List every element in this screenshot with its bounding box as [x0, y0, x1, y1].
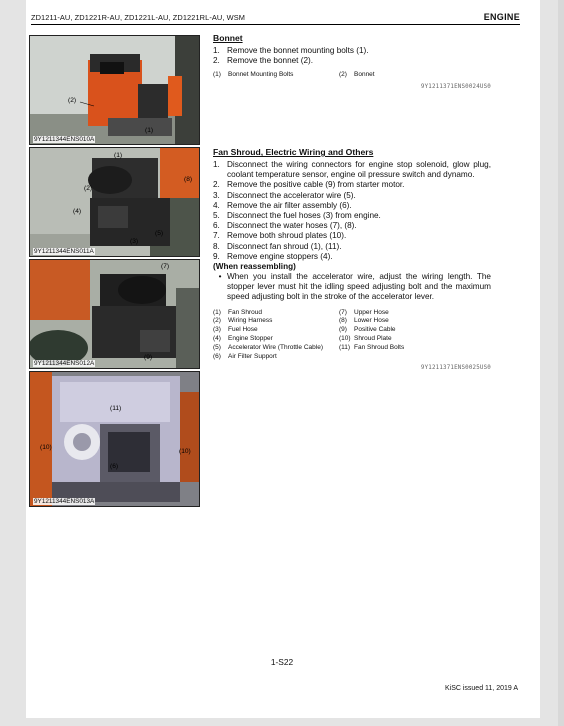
- step: 8. Disconnect fan shroud (1), (11).: [213, 241, 342, 251]
- photo-fan-shroud-drawing: [30, 372, 199, 506]
- photo-caption: 9Y1211344ENS012A: [34, 360, 95, 367]
- header-section: ENGINE: [483, 12, 520, 22]
- fan-legend: [213, 309, 491, 362]
- photo-engine-side: [29, 259, 200, 369]
- callout-5: (5): [155, 230, 164, 237]
- legend-item: (3) Fuel Hose: [213, 326, 258, 334]
- callout-10-left: (10): [40, 444, 52, 451]
- reassembling-heading: (When reassembling): [213, 262, 296, 272]
- photo-caption: 9Y1211344ENS010A: [34, 136, 95, 143]
- legend-item: (2) Bonnet: [339, 71, 375, 79]
- callout-4: (4): [73, 208, 82, 215]
- legend-item: (2) Wiring Harness: [213, 317, 273, 325]
- legend-item: (5) Accelerator Wire (Throttle Cable): [213, 343, 323, 351]
- photo-caption: 9Y1211344ENS011A: [34, 248, 94, 255]
- legend-item: (10) Shroud Plate: [339, 335, 392, 343]
- step: 2. Remove the positive cable (9) from starter motor.: [213, 180, 405, 190]
- step: 4. Remove the air filter assembly (6).: [213, 200, 352, 210]
- legend-item: (1) Bonnet Mounting Bolts: [213, 71, 294, 79]
- issue-note: KiSC issued 11, 2019 A: [444, 685, 518, 692]
- step: 1. Remove the bonnet mounting bolts (1).: [213, 46, 369, 55]
- section-fan-shroud: [213, 147, 491, 371]
- legend-item: (11) Fan Shroud Bolts: [339, 343, 405, 351]
- section-title: Bonnet: [213, 33, 243, 43]
- photo-bonnet-drawing: [30, 36, 199, 144]
- step: 9. Remove engine stoppers (4).: [213, 251, 333, 261]
- legend-item: (8) Lower Hose: [339, 317, 389, 325]
- legend-item: (6) Air Filter Support: [213, 352, 277, 360]
- legend-item: (9) Positive Cable: [339, 326, 396, 334]
- callout-10-right: (10): [179, 448, 191, 455]
- legend-item: (7) Upper Hose: [339, 308, 389, 316]
- photo-engine-top-drawing: [30, 148, 199, 256]
- legend-item: (4) Engine Stopper: [213, 335, 273, 343]
- doc-code: 9Y1211371ENS0024US0: [420, 84, 491, 91]
- callout-7: (7): [161, 263, 170, 270]
- scrollbar[interactable]: [558, 0, 564, 726]
- photo-engine-side-drawing: [30, 260, 199, 368]
- callout-2: (2): [84, 185, 93, 192]
- step: 5. Disconnect the fuel hoses (3) from engine.: [213, 211, 381, 221]
- photo-engine-top: [29, 147, 200, 257]
- callout-8: (8): [184, 176, 193, 183]
- bonnet-steps: [213, 46, 491, 66]
- photo-fan-shroud: [29, 371, 200, 507]
- header-rule: [31, 24, 520, 25]
- section-bonnet: [213, 33, 491, 90]
- reassembling-note: • When you install the accelerator wire, adjust the wiring length. The stopper lever must hit the idling speed adjusting bolt and the maximum speed adjusting bolt in the stroke of the accelerator lever.: [218, 272, 491, 302]
- photo-caption: 9Y1211344ENS013A: [34, 498, 95, 505]
- step: 6. Disconnect the water hoses (7), (8).: [213, 221, 357, 231]
- doc-code: 9Y1211371ENS0025US0: [420, 365, 491, 372]
- callout-1: (1): [145, 127, 154, 134]
- page-number: 1-S22: [270, 657, 294, 667]
- callout-3: (3): [130, 238, 139, 245]
- callout-2: (2): [68, 97, 77, 104]
- callout-1: (1): [114, 152, 123, 159]
- callout-11: (11): [110, 405, 122, 412]
- section-title: Fan Shroud, Electric Wiring and Others: [213, 147, 374, 157]
- step: 2. Remove the bonnet (2).: [213, 56, 314, 66]
- photo-bonnet: [29, 35, 200, 145]
- callout-6: (6): [110, 463, 119, 470]
- step: 3. Disconnect the accelerator wire (5).: [213, 190, 356, 200]
- callout-9: (9): [144, 354, 153, 361]
- step: 7. Remove both shroud plates (10).: [213, 231, 347, 241]
- bonnet-legend: [213, 71, 491, 80]
- header-models: ZD1211-AU, ZD1221R-AU, ZD1221L-AU, ZD1221RL-AU, WSM: [31, 13, 246, 22]
- fan-steps: [213, 160, 491, 262]
- legend-item: (1) Fan Shroud: [213, 308, 262, 316]
- step: 1. Disconnect the wiring connectors for engine stop solenoid, glow plug, coolant temperature sensor, engine oil pressure switch and dynamo.: [213, 160, 491, 180]
